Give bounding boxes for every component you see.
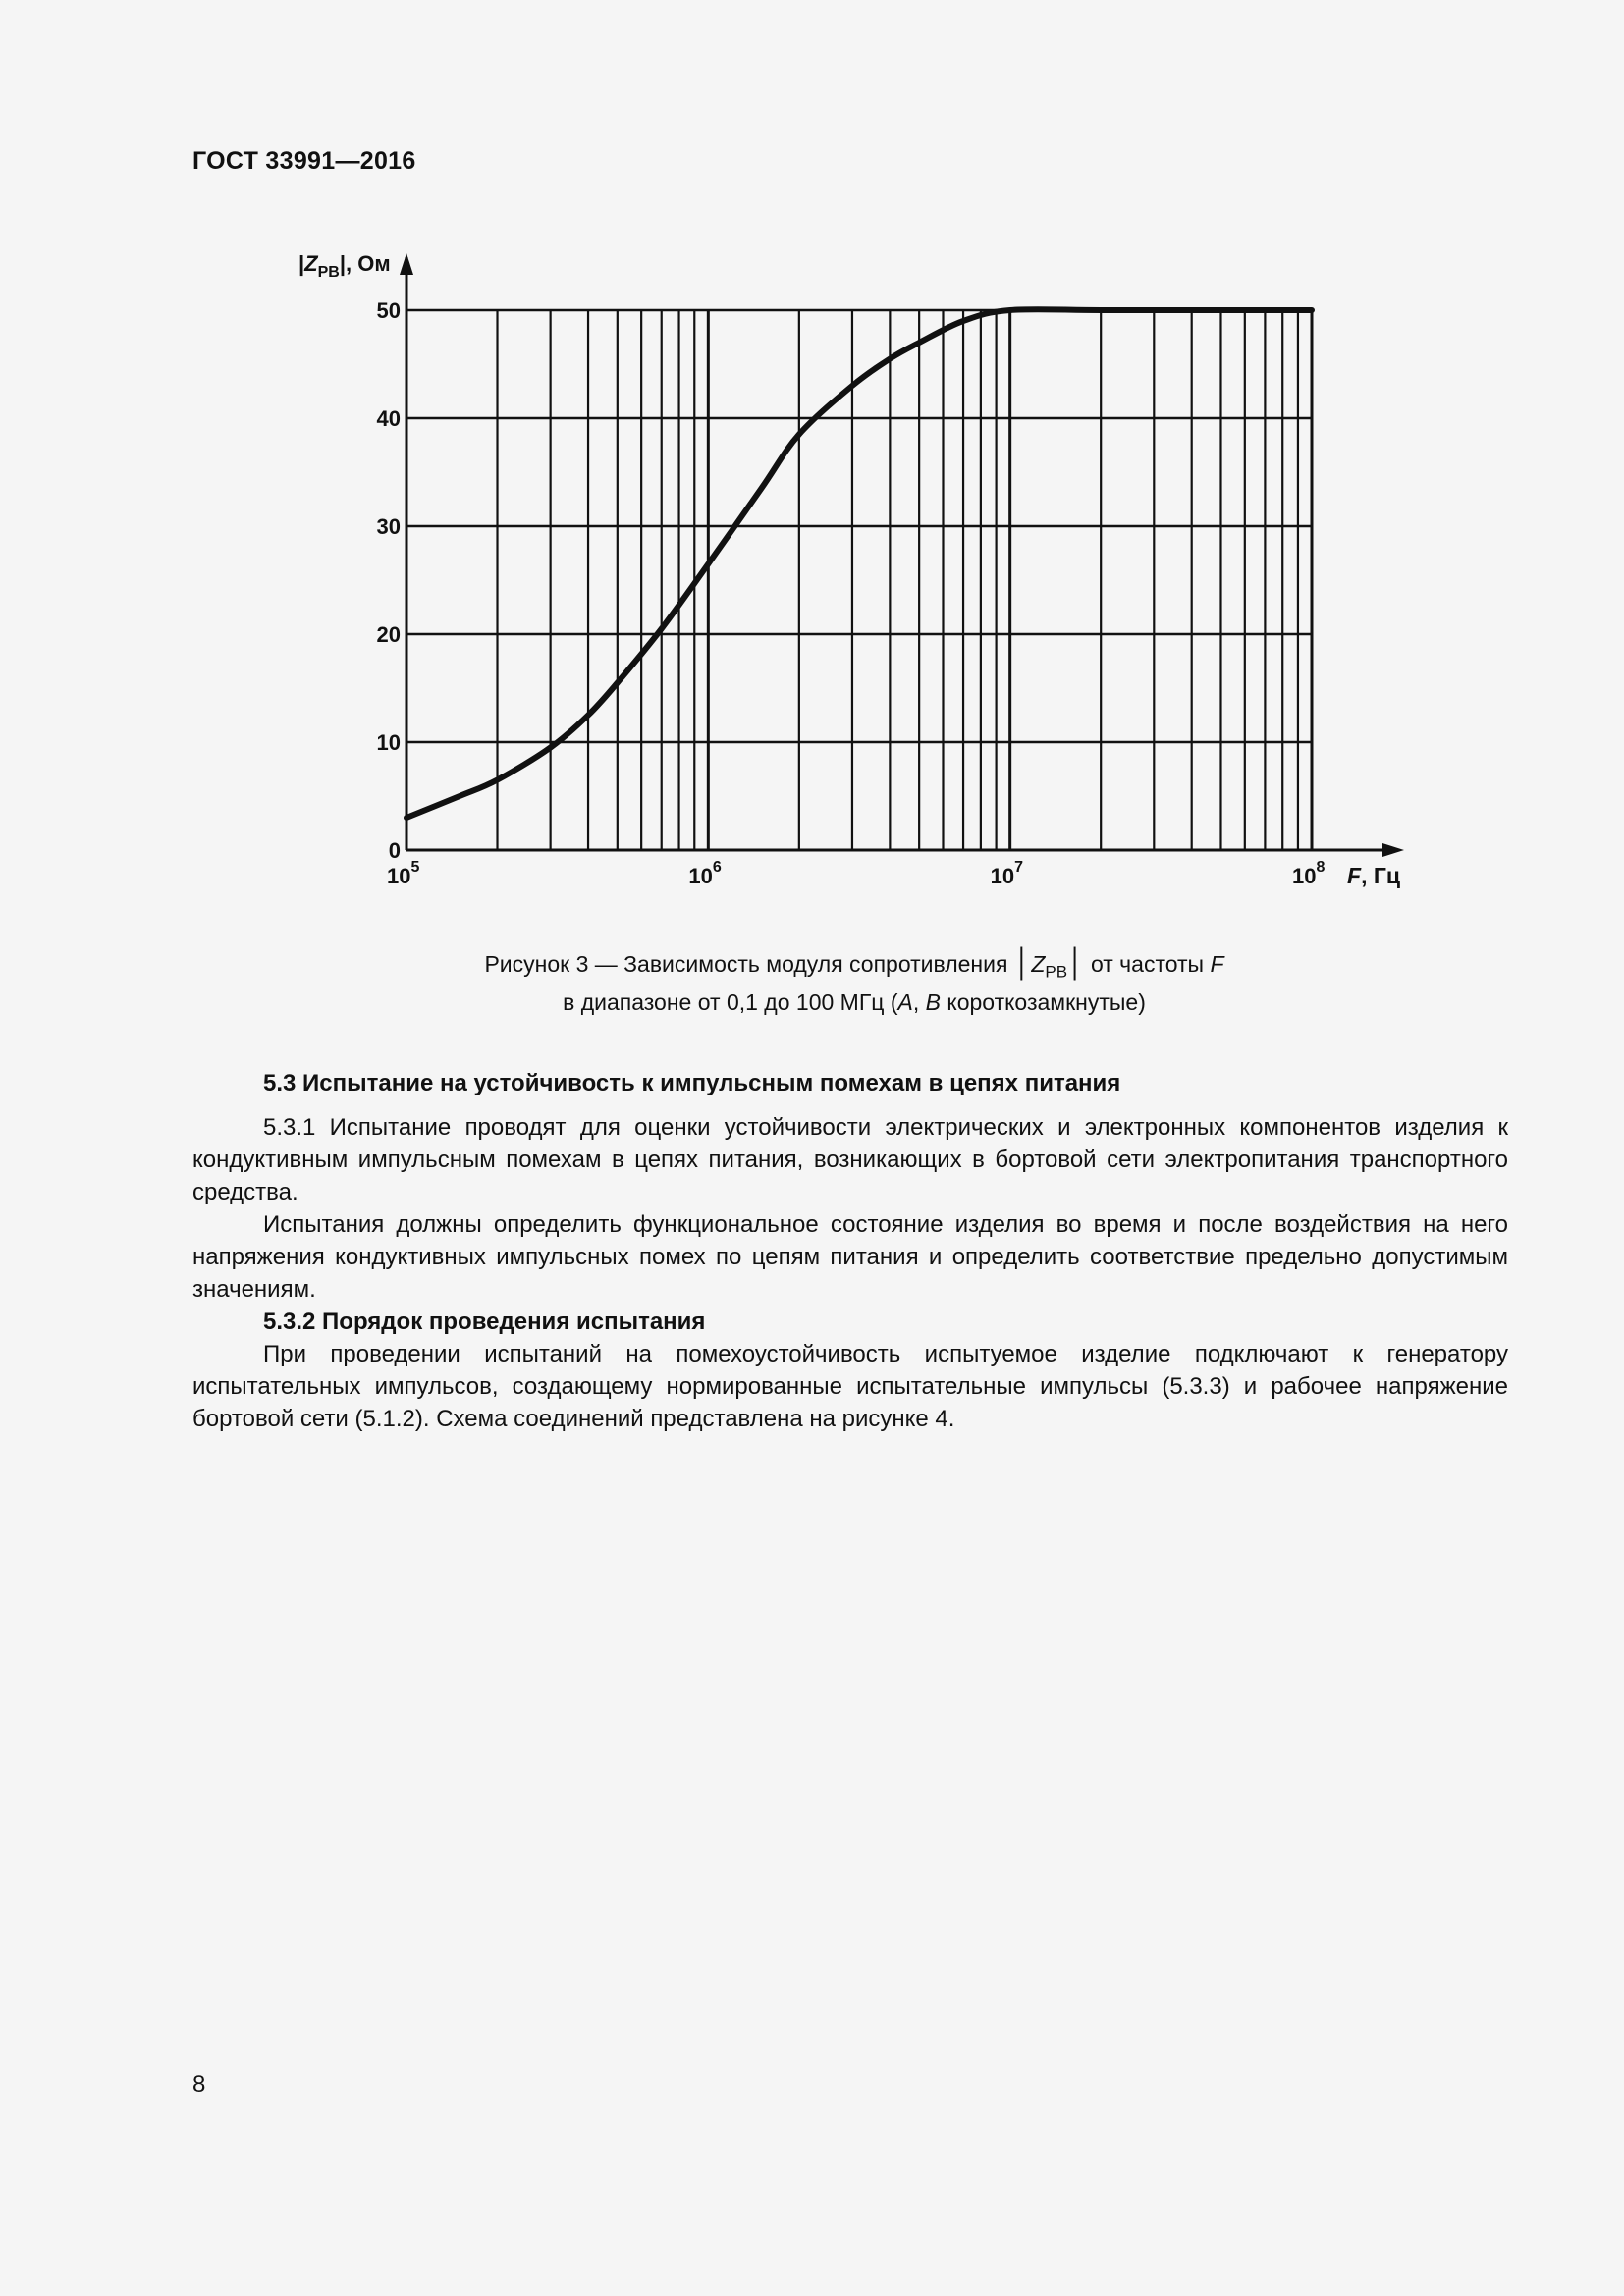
- subsection-heading: 5.3.2 Порядок проведения испытания: [263, 1308, 706, 1335]
- caption-z-symbol: Z: [1031, 951, 1046, 977]
- x-axis-label: F, Гц: [1347, 863, 1401, 888]
- x-tick-label: $10^6$: [688, 859, 722, 888]
- y-tick-label: 50: [376, 298, 401, 323]
- y-tick-label: 30: [376, 514, 401, 539]
- caption-z-subscript: PB: [1045, 962, 1068, 982]
- caption-var-a: A: [897, 988, 913, 1015]
- page-number: 8: [192, 2071, 206, 2098]
- y-tick-label: 40: [376, 406, 401, 431]
- impedance-chart: [0, 236, 1624, 923]
- y-axis-arrow: [400, 253, 413, 275]
- caption-var-b: B: [925, 988, 941, 1015]
- y-tick-label: 10: [376, 730, 401, 755]
- y-axis-label: $|Z_{PB}|$, Ом: [298, 251, 391, 281]
- x-tick-label: $10^5$: [387, 859, 420, 888]
- y-tick-label: 0: [388, 838, 401, 863]
- caption-line2-suffix: короткозамкнутые): [940, 988, 1146, 1015]
- caption-middle: от частоты: [1090, 951, 1205, 977]
- x-tick-label: $10^8$: [1292, 859, 1326, 888]
- y-tick-label: 20: [376, 622, 401, 647]
- section-content: [192, 1067, 1508, 1435]
- caption-var-f: F: [1210, 951, 1224, 977]
- document-code: ГОСТ 33991—2016: [192, 147, 416, 175]
- caption-line2-prefix: в диапазоне от 0,1 до 100 МГц (: [563, 988, 898, 1015]
- caption-line-2: [295, 988, 1414, 1018]
- caption-prefix: Рисунок 3 — Зависимость модуля сопротивления: [484, 951, 1008, 977]
- section-heading: 5.3 Испытание на устойчивость к импульсным помехам в цепях питания: [263, 1070, 1121, 1096]
- paragraph-5-3-1: 5.3.1 Испытание проводят для оценки устойчивости электрических и электронных компонентов изделия к кондуктивным импульсным помехам в цепях питания, возникающих в бортовой сети электропитания транспортного средства.: [192, 1114, 1508, 1205]
- chart-grid: [406, 310, 1312, 850]
- paragraph-5-3-2: При проведении испытаний на помехоустойчивость испытуемое изделие подключают к генератору испытательных импульсов, создающему нормированные испытательные импульсы (5.3.3) и рабочее напряжение бортовой сети (5.1.2). Схема соединений представлена на рисунке 4.: [192, 1341, 1508, 1432]
- caption-comma: ,: [912, 988, 926, 1015]
- caption-line-1: Рисунок 3 — Зависимость модуля сопротивления $│Z_{PB}│$ от частоты F: [484, 947, 1224, 982]
- paragraph-requirements: Испытания должны определить функциональное состояние изделия во время и после воздействия на него напряжения кондуктивных импульсных помех по цепям питания и определить соответствие предельно допустимым значениям.: [192, 1211, 1508, 1303]
- x-axis-arrow: [1382, 843, 1404, 857]
- figure-caption: [295, 947, 1414, 1018]
- x-tick-label: $10^7$: [990, 859, 1024, 888]
